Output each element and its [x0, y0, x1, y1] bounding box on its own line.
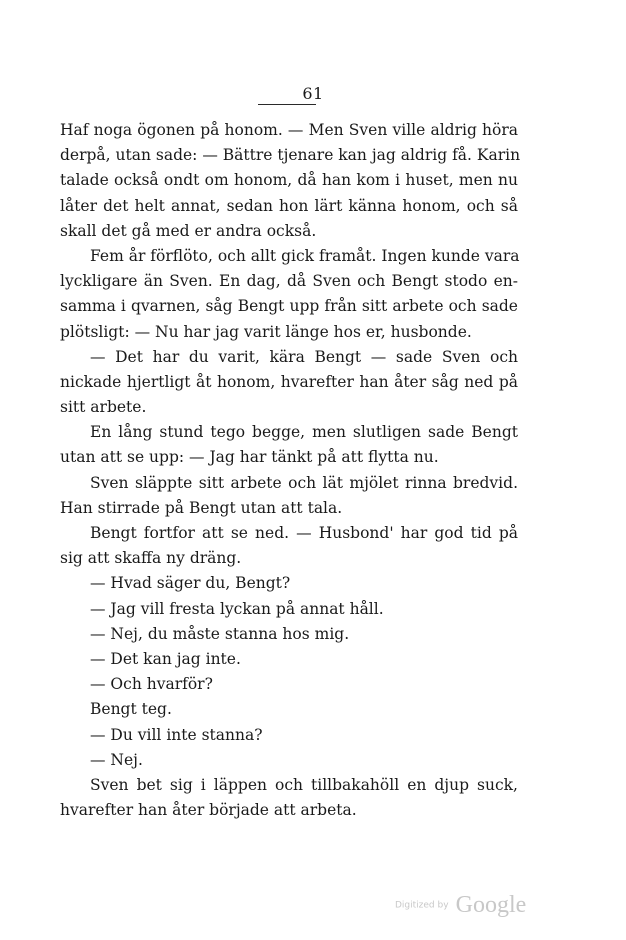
text-line: — Hvad säger du, Bengt? — [90, 574, 291, 593]
text-line: sig att skaffa ny dräng. — [60, 549, 242, 568]
text-line: Fem år förflöto, och allt gick framåt. Ingen kunde vara — [90, 246, 520, 265]
text-line: — Du vill inte stanna? — [90, 725, 263, 744]
body-text — [60, 118, 521, 823]
text-line: lyckligare än Sven. En dag, då Sven och Bengt stodo en- — [60, 272, 518, 291]
text-line: talade också ondt om honom, då han kom i huset, men nu — [60, 171, 518, 190]
text-line: — Jag vill fresta lyckan på annat håll. — [90, 599, 384, 618]
text-line: Bengt fortfor att se ned. — Husbond' har god tid på — [90, 524, 518, 542]
text-line: derpå, utan sade: — Bättre tjenare kan jag aldrig få. Karin — [60, 146, 521, 165]
text-line: sitt arbete. — [60, 398, 147, 417]
text-line: — Nej, du måste stanna hos mig. — [90, 624, 350, 643]
text-line: En lång stund tego begge, men slutligen sade Bengt — [90, 423, 518, 442]
text-line: — Och hvarför? — [90, 675, 213, 694]
text-line: — Det har du varit, kära Bengt — sade Sven och — [90, 347, 518, 366]
text-line: nickade hjertligt åt honom, hvarefter han åter såg ned på — [60, 372, 518, 391]
text-line: — Det kan jag inte. — [90, 649, 241, 668]
text-line: samma i qvarnen, såg Bengt upp från sitt arbete och sade — [60, 297, 518, 316]
text-line: Bengt teg. — [90, 700, 172, 719]
google-logo: Google — [455, 892, 527, 918]
page-number-rule — [258, 104, 316, 105]
text-line: Haf noga ögonen på honom. — Men Sven ville aldrig höra — [60, 121, 518, 139]
watermark-prefix: Digitized by — [395, 900, 449, 911]
text-line: Sven bet sig i läppen och tillbakahöll en djup suck, — [90, 775, 518, 794]
digitization-watermark — [395, 892, 526, 919]
page-number: 61 — [302, 84, 324, 103]
text-line: hvarefter han åter började att arbeta. — [60, 801, 357, 820]
text-line: Han stirrade på Bengt utan att tala. — [60, 498, 343, 517]
text-line: — Nej. — [90, 750, 143, 769]
text-line: plötsligt: — Nu har jag varit länge hos er, husbonde. — [60, 322, 472, 341]
text-line: skall det gå med er andra också. — [60, 221, 317, 240]
text-line: Sven släppte sitt arbete och lät mjölet rinna bredvid. — [90, 473, 518, 492]
text-line: utan att se upp: — Jag har tänkt på att flytta nu. — [60, 448, 439, 467]
text-line: låter det helt annat, sedan hon lärt känna honom, och så — [60, 196, 518, 215]
